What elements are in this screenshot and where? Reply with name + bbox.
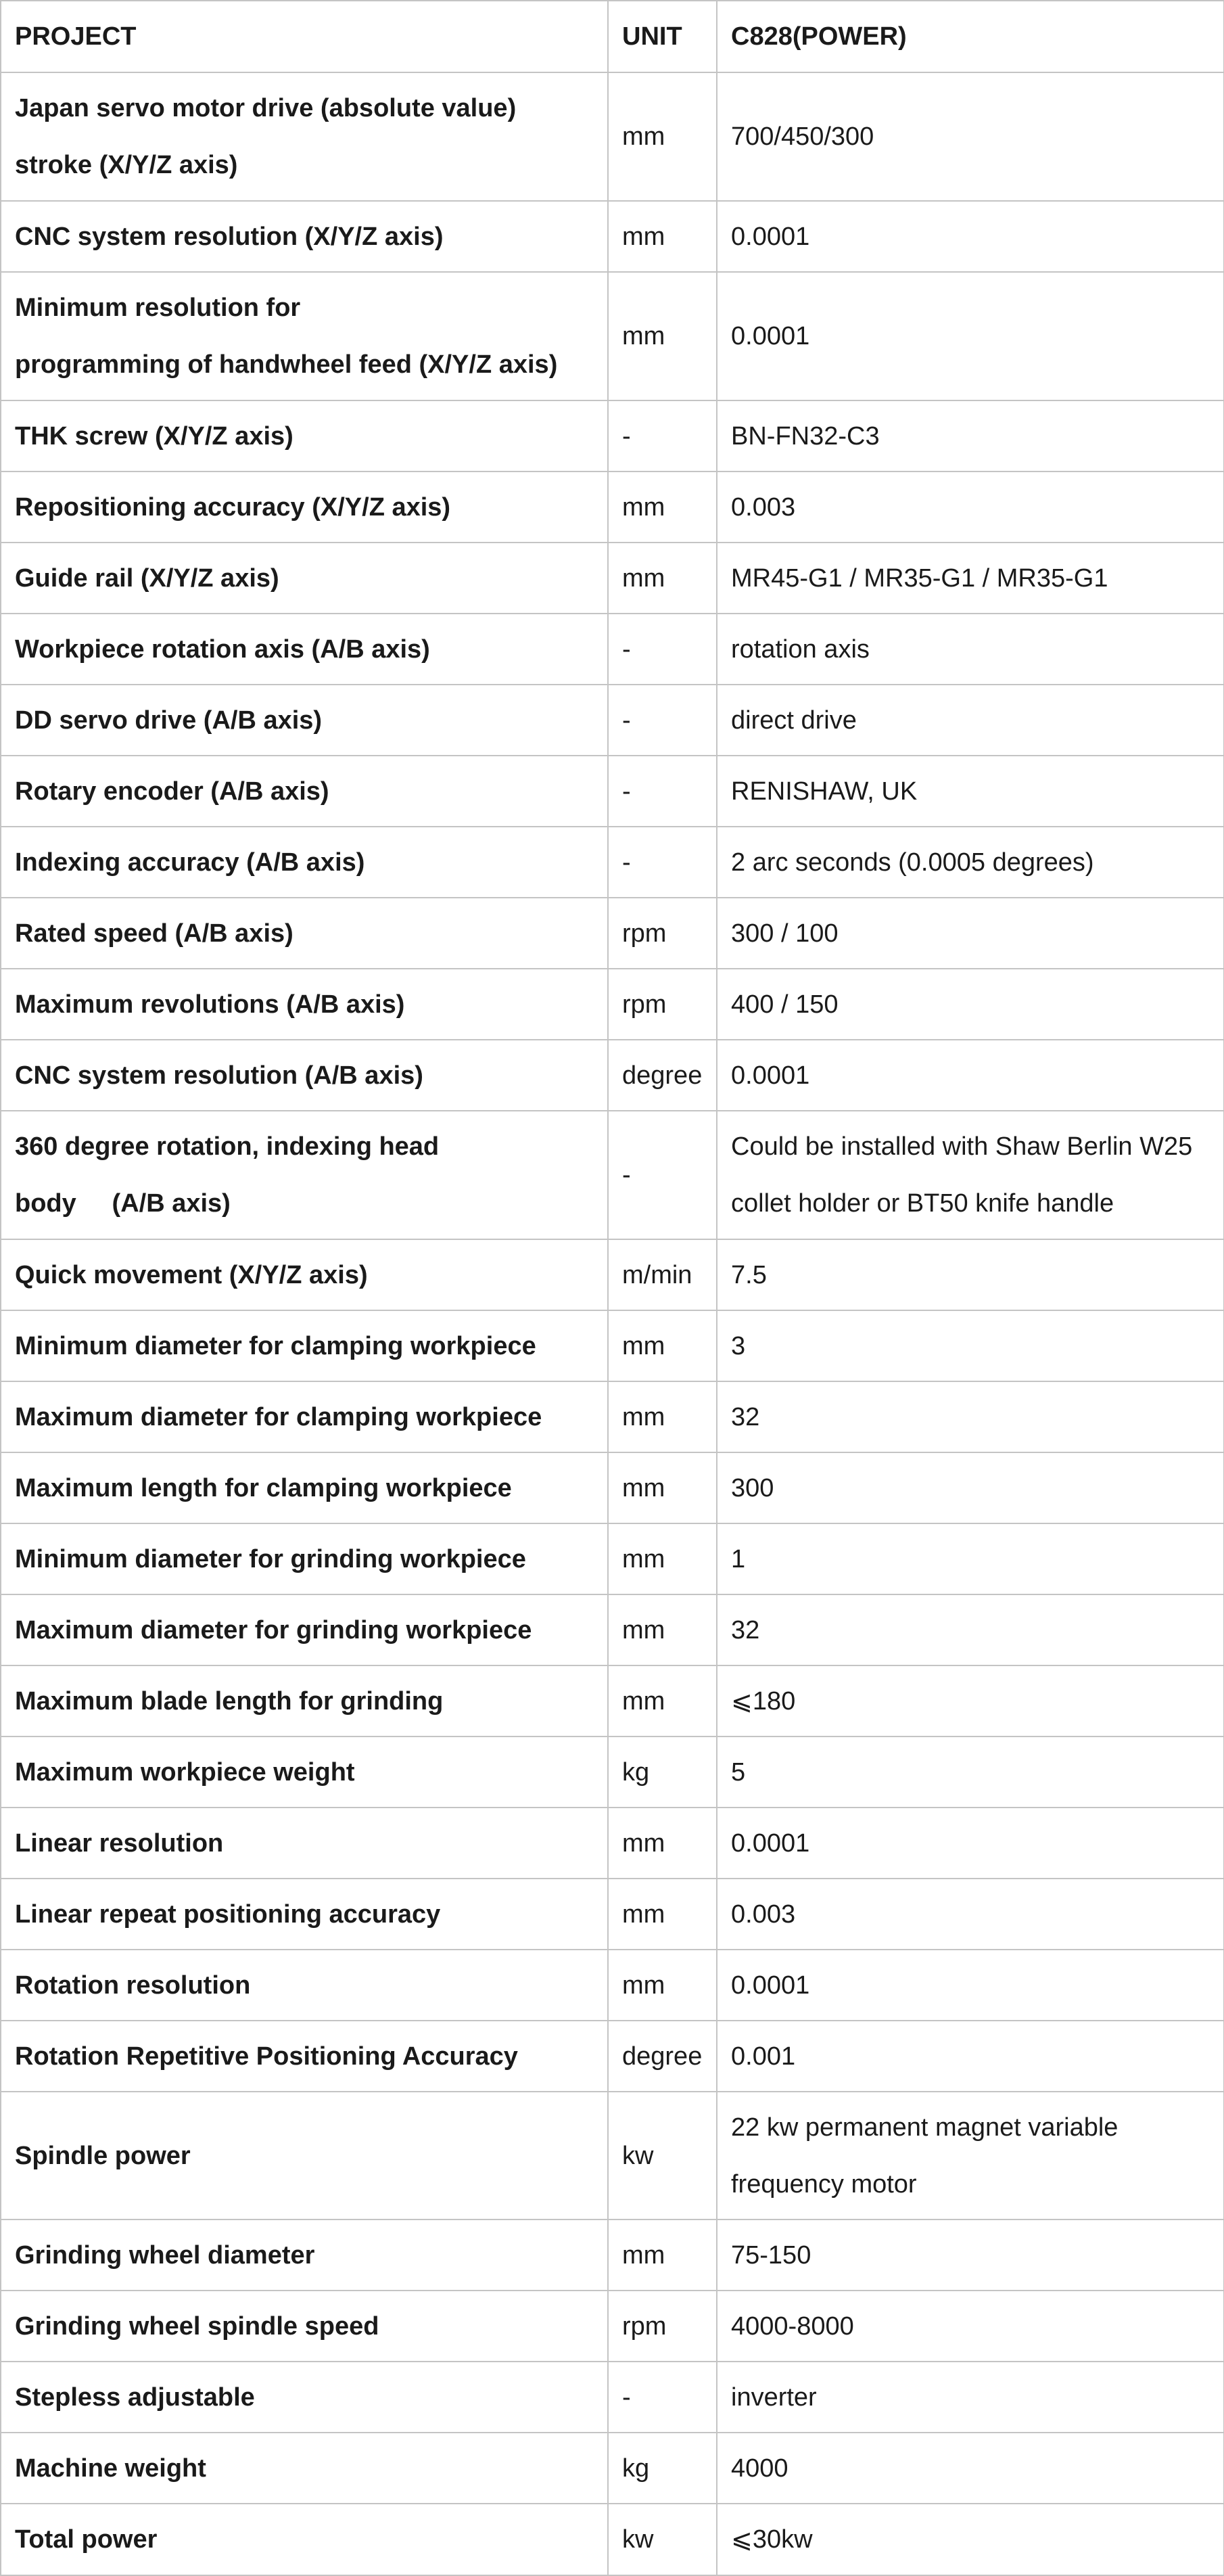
cell-value <box>717 2220 1224 2291</box>
cell-value <box>717 1239 1224 1310</box>
cell-value-line: 0.0001 <box>731 1971 810 2000</box>
cell-project <box>1 272 608 400</box>
cell-project-line: Linear resolution <box>15 1828 224 1858</box>
cell-unit: mm <box>608 1310 717 1381</box>
cell-project <box>1 827 608 898</box>
table-row <box>1 685 1224 756</box>
cell-value <box>717 1040 1224 1111</box>
cell-project <box>1 543 608 614</box>
cell-value <box>717 756 1224 827</box>
cell-unit: mm <box>608 1381 717 1452</box>
cell-unit: kg <box>608 1736 717 1808</box>
cell-value-line: rotation axis <box>731 635 870 664</box>
cell-project <box>1 201 608 272</box>
cell-value <box>717 2433 1224 2504</box>
table-row <box>1 614 1224 685</box>
cell-unit: mm <box>608 1808 717 1879</box>
cell-project <box>1 2021 608 2092</box>
cell-value-line: 0.003 <box>731 492 796 522</box>
cell-project-line: Rotation Repetitive Positioning Accuracy <box>15 2042 518 2071</box>
table-row <box>1 1950 1224 2021</box>
cell-unit: mm <box>608 472 717 543</box>
table-row <box>1 2433 1224 2504</box>
cell-project <box>1 898 608 969</box>
cell-unit: kw <box>608 2504 717 2575</box>
cell-project <box>1 72 608 201</box>
cell-value-line: 1 <box>731 1544 746 1573</box>
cell-value-line: collet holder or BT50 knife handle <box>731 1189 1114 1218</box>
cell-value-line: 300 / 100 <box>731 919 839 948</box>
table-row <box>1 272 1224 400</box>
cell-project-line: DD servo drive (A/B axis) <box>15 706 323 735</box>
cell-value <box>717 201 1224 272</box>
cell-value <box>717 400 1224 472</box>
cell-unit: mm <box>608 1950 717 2021</box>
cell-value <box>717 1594 1224 1665</box>
cell-value-line: 3 <box>731 1331 746 1360</box>
cell-project-line: Japan servo motor drive (absolute value) <box>15 94 517 122</box>
cell-project <box>1 1879 608 1950</box>
cell-value-line: BN-FN32-C3 <box>731 421 880 451</box>
cell-value <box>717 2362 1224 2433</box>
cell-project-line: Linear repeat positioning accuracy <box>15 1900 441 1929</box>
cell-value <box>717 1523 1224 1594</box>
table-row <box>1 1452 1224 1523</box>
cell-unit: kg <box>608 2433 717 2504</box>
table-row <box>1 1239 1224 1310</box>
cell-value <box>717 1665 1224 1736</box>
cell-project <box>1 2362 608 2433</box>
cell-value-line: Could be installed with Shaw Berlin W25 <box>731 1132 1193 1161</box>
cell-project-line: Minimum diameter for clamping workpiece <box>15 1331 536 1360</box>
cell-value <box>717 2504 1224 2575</box>
table-row <box>1 1879 1224 1950</box>
cell-project <box>1 2504 608 2575</box>
cell-value-line: 4000-8000 <box>731 2312 854 2341</box>
cell-value-line: 0.0001 <box>731 322 810 350</box>
cell-project <box>1 1310 608 1381</box>
cell-value <box>717 1879 1224 1950</box>
cell-project <box>1 685 608 756</box>
cell-project-line: Maximum workpiece weight <box>15 1757 355 1787</box>
table-row <box>1 1040 1224 1111</box>
cell-project <box>1 2291 608 2362</box>
cell-project <box>1 1523 608 1594</box>
cell-unit: mm <box>608 2220 717 2291</box>
cell-value-line: inverter <box>731 2383 817 2412</box>
cell-value <box>717 898 1224 969</box>
cell-value <box>717 1310 1224 1381</box>
cell-value-line: 400 / 150 <box>731 990 839 1019</box>
table-row <box>1 1310 1224 1381</box>
cell-unit: - <box>608 685 717 756</box>
cell-unit: degree <box>608 2021 717 2092</box>
cell-project-line: Indexing accuracy (A/B axis) <box>15 848 365 877</box>
cell-project-line: body (A/B axis) <box>15 1189 231 1218</box>
cell-project <box>1 2220 608 2291</box>
cell-value <box>717 1808 1224 1879</box>
cell-value-line: ⩽30kw <box>731 2525 813 2554</box>
cell-value-line: 7.5 <box>731 1260 767 1289</box>
cell-value <box>717 543 1224 614</box>
cell-value <box>717 685 1224 756</box>
cell-value-line: 300 <box>731 1473 774 1502</box>
cell-project-line: Maximum length for clamping workpiece <box>15 1473 512 1502</box>
cell-project <box>1 1381 608 1452</box>
cell-unit: mm <box>608 1594 717 1665</box>
cell-value-line: 700/450/300 <box>731 122 874 151</box>
table-row <box>1 1594 1224 1665</box>
cell-unit: rpm <box>608 969 717 1040</box>
cell-unit: mm <box>608 1523 717 1594</box>
cell-value <box>717 1736 1224 1808</box>
cell-value-line: 22 kw permanent magnet variable <box>731 2113 1119 2142</box>
cell-value <box>717 1452 1224 1523</box>
cell-value-line: direct drive <box>731 706 857 735</box>
cell-value-line: 0.0001 <box>731 1828 810 1858</box>
table-row <box>1 1736 1224 1808</box>
cell-value <box>717 272 1224 400</box>
cell-project <box>1 1239 608 1310</box>
cell-project <box>1 2433 608 2504</box>
cell-project <box>1 400 608 472</box>
table-row <box>1 1381 1224 1452</box>
table-row <box>1 2291 1224 2362</box>
cell-unit: rpm <box>608 898 717 969</box>
cell-project-line: 360 degree rotation, indexing head <box>15 1132 440 1161</box>
cell-project <box>1 1665 608 1736</box>
cell-unit: - <box>608 756 717 827</box>
cell-value-line: frequency motor <box>731 2169 917 2199</box>
header-unit: UNIT <box>608 1 717 72</box>
table-row <box>1 756 1224 827</box>
cell-value <box>717 969 1224 1040</box>
cell-unit: mm <box>608 543 717 614</box>
cell-project-line: Maximum revolutions (A/B axis) <box>15 990 405 1019</box>
cell-project-line: CNC system resolution (X/Y/Z axis) <box>15 222 444 251</box>
cell-project <box>1 614 608 685</box>
cell-project-line: CNC system resolution (A/B axis) <box>15 1061 423 1090</box>
table-row <box>1 969 1224 1040</box>
cell-project-line: Rated speed (A/B axis) <box>15 919 293 948</box>
cell-value <box>717 2092 1224 2220</box>
cell-value <box>717 472 1224 543</box>
cell-unit: mm <box>608 1665 717 1736</box>
cell-project <box>1 756 608 827</box>
cell-project-line: Maximum blade length for grinding <box>15 1686 444 1716</box>
cell-project <box>1 1040 608 1111</box>
cell-value-line: MR45-G1 / MR35-G1 / MR35-G1 <box>731 564 1108 593</box>
table-row <box>1 1665 1224 1736</box>
cell-value-line: 0.001 <box>731 2042 796 2071</box>
cell-project-line: Minimum resolution for <box>15 294 301 322</box>
cell-unit: - <box>608 827 717 898</box>
cell-value <box>717 2021 1224 2092</box>
cell-value-line: 32 <box>731 1615 760 1644</box>
cell-project-line: Total power <box>15 2525 158 2554</box>
table-row <box>1 2092 1224 2220</box>
spec-table-body <box>1 1 1224 2575</box>
table-row <box>1 1111 1224 1239</box>
cell-value <box>717 827 1224 898</box>
cell-unit: m/min <box>608 1239 717 1310</box>
cell-unit: degree <box>608 1040 717 1111</box>
cell-project-line: Rotary encoder (A/B axis) <box>15 777 329 806</box>
cell-project <box>1 1111 608 1239</box>
cell-unit: - <box>608 400 717 472</box>
cell-unit: - <box>608 2362 717 2433</box>
cell-value-line: 0.003 <box>731 1900 796 1929</box>
cell-project-line: Spindle power <box>15 2141 191 2170</box>
cell-project-line: Quick movement (X/Y/Z axis) <box>15 1260 368 1289</box>
table-header-row <box>1 1 1224 72</box>
cell-project-line: Rotation resolution <box>15 1971 251 2000</box>
cell-value-line: RENISHAW, UK <box>731 777 918 806</box>
cell-project <box>1 1736 608 1808</box>
cell-unit: mm <box>608 1452 717 1523</box>
table-row <box>1 72 1224 201</box>
cell-project-line: Grinding wheel diameter <box>15 2240 315 2270</box>
cell-unit: mm <box>608 1879 717 1950</box>
table-row <box>1 2504 1224 2575</box>
header-value: C828(POWER) <box>717 1 1224 72</box>
cell-value-line: ⩽180 <box>731 1686 796 1716</box>
cell-project-line: Grinding wheel spindle speed <box>15 2312 379 2341</box>
table-row <box>1 472 1224 543</box>
cell-value-line: 0.0001 <box>731 222 810 251</box>
cell-project-line: Workpiece rotation axis (A/B axis) <box>15 635 430 664</box>
table-row <box>1 543 1224 614</box>
cell-value-line: 32 <box>731 1402 760 1431</box>
cell-project-line: Minimum diameter for grinding workpiece <box>15 1544 526 1573</box>
cell-project-line: programming of handwheel feed (X/Y/Z axis) <box>15 350 558 379</box>
cell-unit: mm <box>608 201 717 272</box>
table-row <box>1 2220 1224 2291</box>
table-row <box>1 201 1224 272</box>
cell-value-line: 4000 <box>731 2454 788 2483</box>
cell-unit: mm <box>608 272 717 400</box>
cell-unit: kw <box>608 2092 717 2220</box>
cell-unit: mm <box>608 72 717 201</box>
cell-unit: rpm <box>608 2291 717 2362</box>
cell-project-line: Stepless adjustable <box>15 2383 255 2412</box>
cell-value-line: 2 arc seconds (0.0005 degrees) <box>731 848 1094 877</box>
table-row <box>1 1523 1224 1594</box>
table-row <box>1 1808 1224 1879</box>
cell-unit: - <box>608 614 717 685</box>
table-row <box>1 898 1224 969</box>
cell-project <box>1 1594 608 1665</box>
cell-project-line: Repositioning accuracy (X/Y/Z axis) <box>15 492 451 522</box>
cell-project-line: THK screw (X/Y/Z axis) <box>15 421 293 451</box>
cell-project-line: Machine weight <box>15 2454 206 2483</box>
cell-project <box>1 1950 608 2021</box>
cell-project-line: Guide rail (X/Y/Z axis) <box>15 564 279 593</box>
cell-value <box>717 1111 1224 1239</box>
cell-value-line: 0.0001 <box>731 1061 810 1090</box>
table-row <box>1 400 1224 472</box>
cell-project-line: Maximum diameter for clamping workpiece <box>15 1402 542 1431</box>
cell-value <box>717 614 1224 685</box>
table-row <box>1 2362 1224 2433</box>
cell-value <box>717 1381 1224 1452</box>
cell-value <box>717 72 1224 201</box>
cell-project-line: Maximum diameter for grinding workpiece <box>15 1615 532 1644</box>
table-row <box>1 2021 1224 2092</box>
cell-value-line: 75-150 <box>731 2240 811 2270</box>
header-project: PROJECT <box>1 1 608 72</box>
cell-project <box>1 472 608 543</box>
cell-value-line: 5 <box>731 1757 746 1787</box>
cell-unit: - <box>608 1111 717 1239</box>
cell-value <box>717 2291 1224 2362</box>
cell-project <box>1 2092 608 2220</box>
cell-project <box>1 969 608 1040</box>
cell-project <box>1 1452 608 1523</box>
cell-project-line: stroke (X/Y/Z axis) <box>15 151 238 179</box>
cell-value <box>717 1950 1224 2021</box>
cell-project <box>1 1808 608 1879</box>
table-row <box>1 827 1224 898</box>
